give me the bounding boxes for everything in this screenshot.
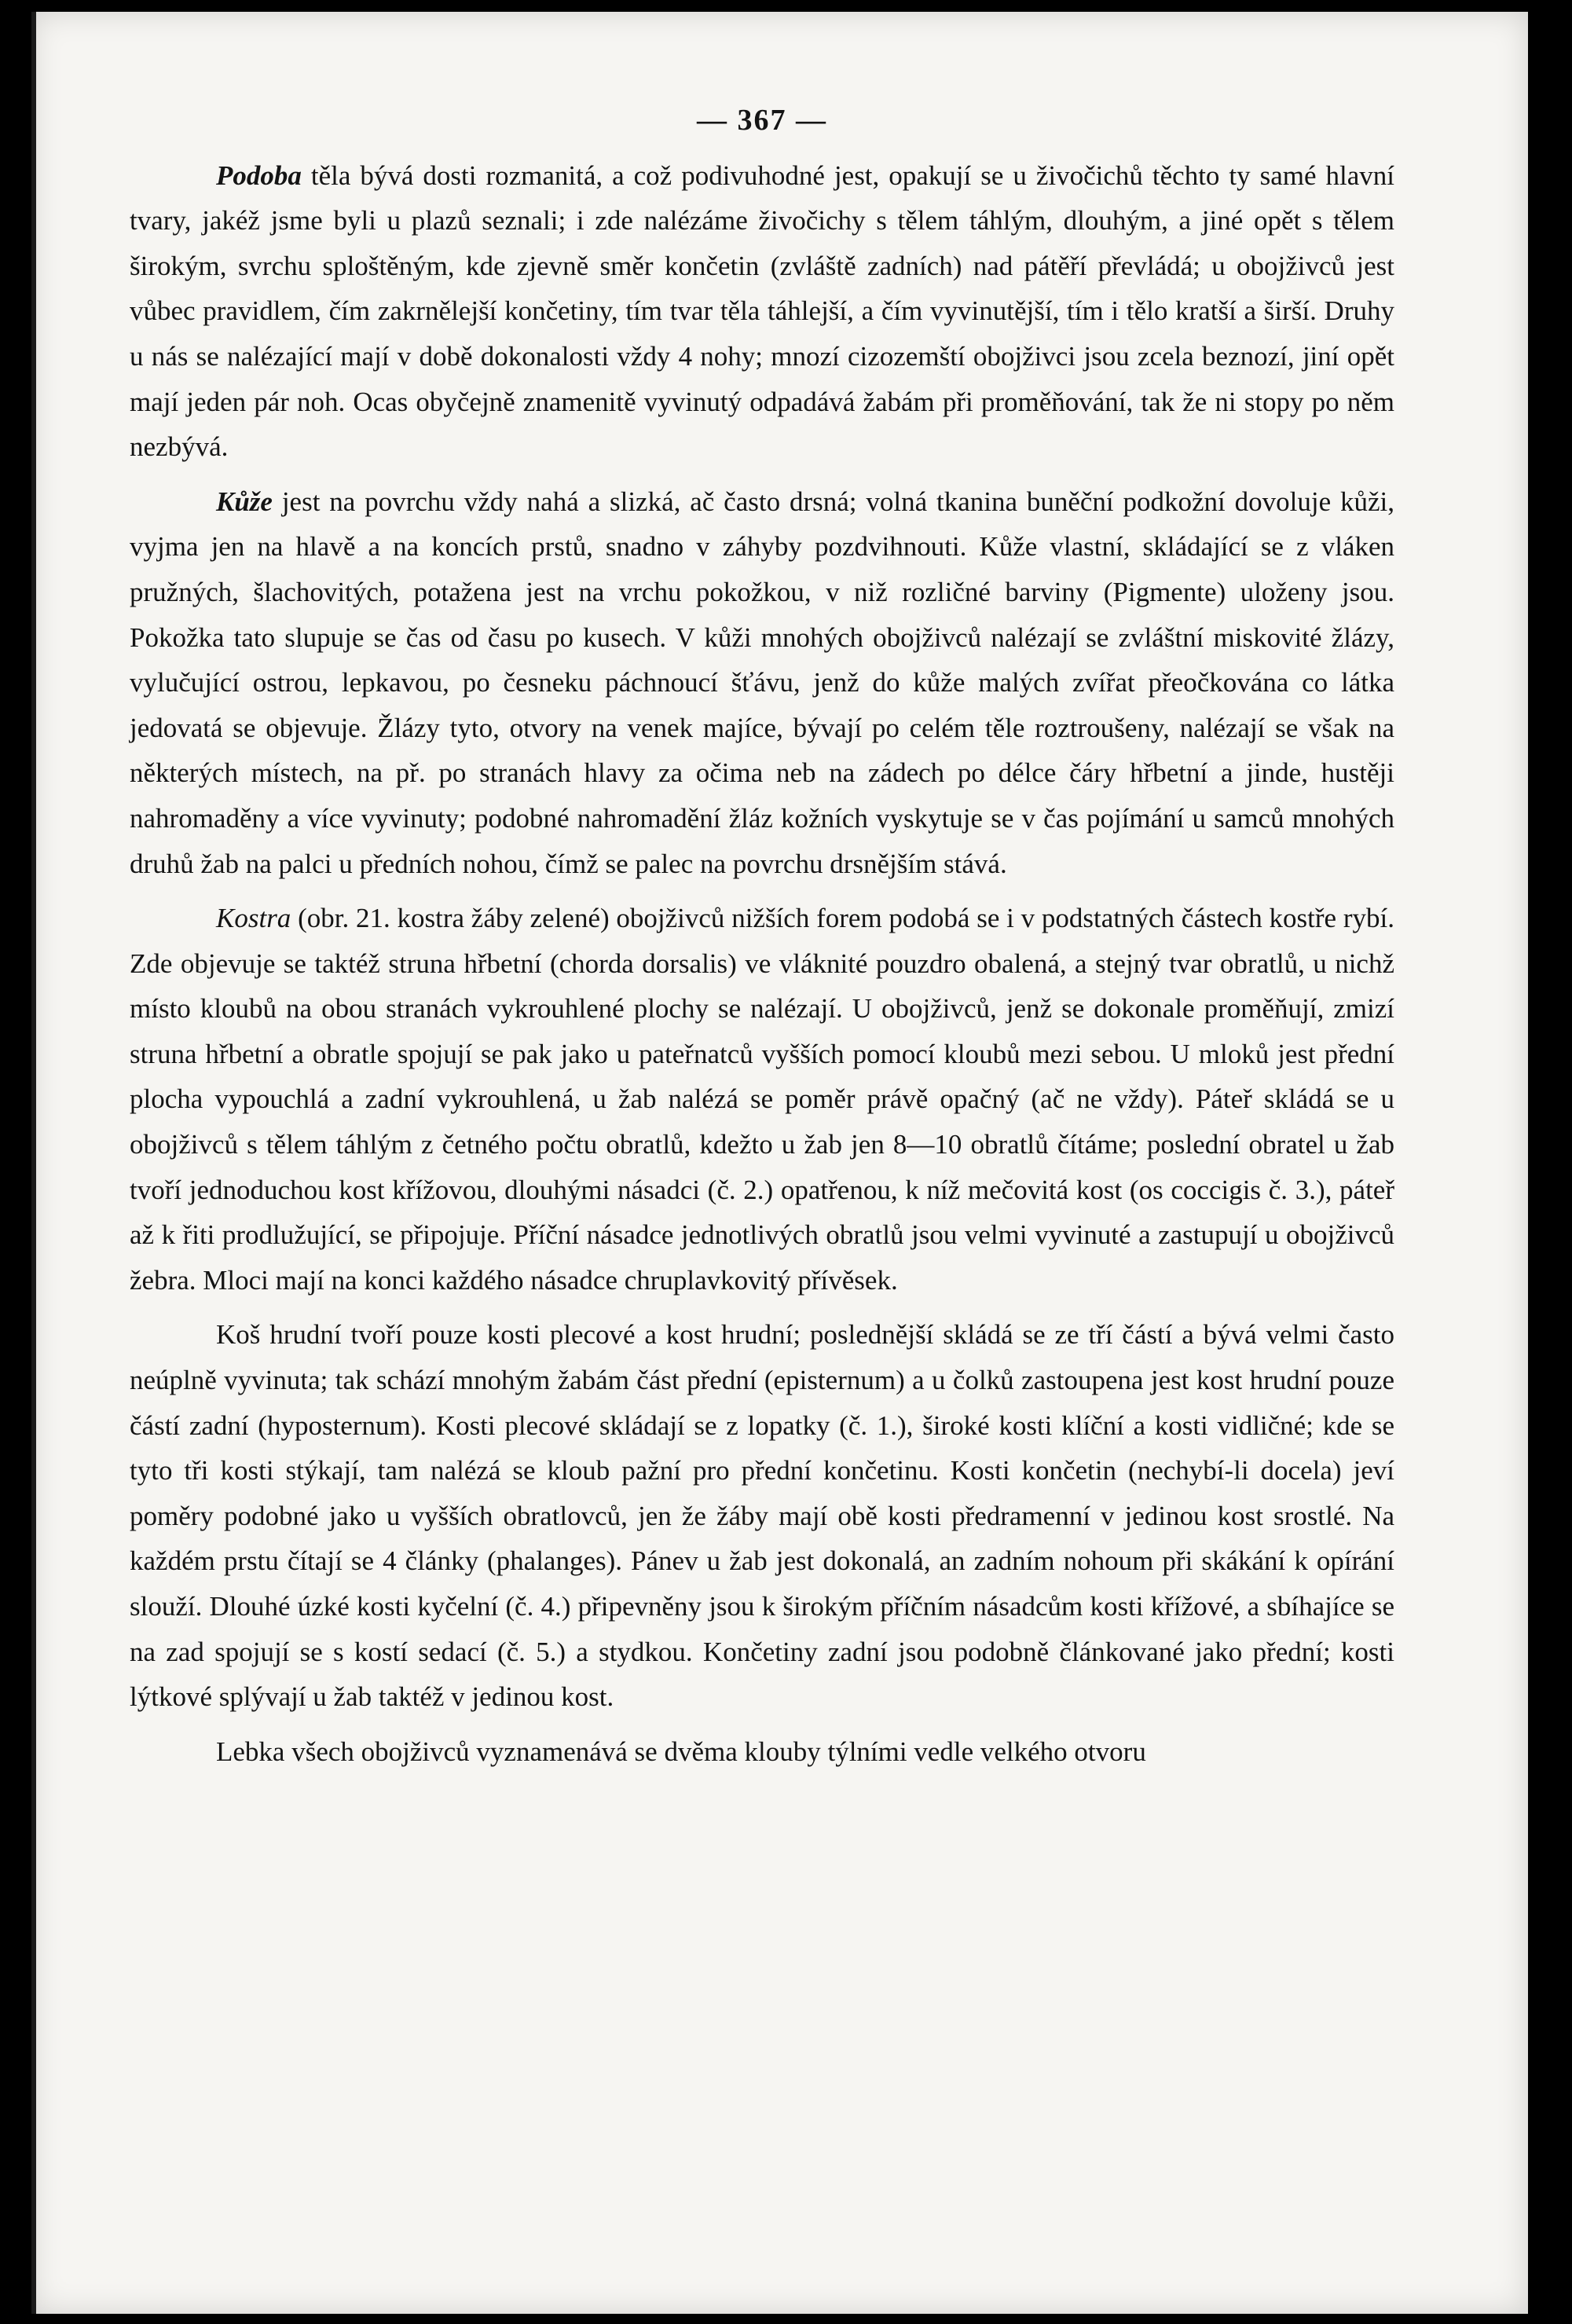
paragraph-text: jest na povrchu vždy nahá a slizká, ač často drsná; volná tkanina buněční podkožní dovoluje kůži, vyjma jen na hlavě a na koncích prstů, snadno v záhyby pozdvihnouti. Kůže vlastní, skládající se z vláken pružných, šlachovitých, potažena jest na vrchu pokožkou, v niž rozličné barviny (Pigmente) uloženy jsou. Pokožka tato slupuje se čas od času po kusech. V kůži mnohých obojživců nalézají se zvláštní miskovité žlázy, vylučující ostrou, lepkavou, po česneku páchnoucí šťávu, jenž do kůže malých zvířat přeočkována co látka jedovatá se objevuje. Žlázy tyto, otvory na venek majíce, bývají po celém těle roztroušeny, nalézají se však na některých místech, na př. po stranách hlavy za očima neb na zádech po délce čáry hřbetní a jinde, hustěji nahromaděny a více vyvinuty; podobné nahromadění žláz kožních vyskytuje se v čas pojímání u samců mnohých druhů žab na palci u předních nohou, čímž se palec na povrchu drsnějším stává. — [130, 486, 1394, 879]
paragraph-lebka — [130, 1729, 1394, 1775]
paragraph-text: Lebka všech obojživců vyznamenává se dvěma klouby týlními vedle velkého otvoru — [216, 1736, 1146, 1767]
paragraph-lead: Kůže — [216, 486, 273, 517]
paragraph-text: těla bývá dosti rozmanitá, a což podivuhodné jest, opakují se u živočichů těchto ty samé hlavní tvary, jakéž jsme byli u plazů seznali; i zde nalézáme živočichy s tělem táhlým, dlouhým, a jiné opět s tělem širokým, svrchu sploštěným, kde zjevně směr končetin (zvláště zadních) nad pátěří převládá; u obojživců jest vůbec pravidlem, čím zakrnělejší končetiny, tím tvar těla táhlejší, a čím vyvinutější, tím i tělo kratší a širší. Druhy u nás se nalézající mají v době dokonalosti vždy 4 nohy; mnozí cizozemští obojživci jsou zcela beznozí, jiní opět mají jeden pár noh. Ocas obyčejně znamenitě vyvinutý odpadává žabám při proměňování, tak že ni stopy po něm nezbývá. — [130, 159, 1394, 463]
paragraph-text: (obr. 21. kostra žáby zelené) obojživců nižších forem podobá se i v podstatných částech kostře rybí. Zde objevuje se taktéž struna hřbetní (chorda dorsalis) ve vláknité pouzdro obalená, a stejný tvar obratlů, u nichž místo kloubů na obou stranách vykrouhlené plochy se nalézají. U obojživců, jenž se dokonale proměňují, zmizí struna hřbetní a obratle spojují se pak jako u pateřnatců vyšších pomocí kloubů mezi sebou. U mloků jest přední plocha vypouchlá a zadní vykrouhlená, u žab nalézá se poměr právě opačný (ač ne vždy). Páteř skládá se u obojživců s tělem táhlým z četného počtu obratlů, kdežto u žab jen 8—10 obratlů čítáme; poslední obratel u žab tvoří jednoduchou kost křížovou, dlouhými násadci (č. 2.) opatřenou, k níž mečovitá kost (os coccigis č. 3.), páteř až k řiti prodlužující, se připojuje. Příční násadce jednotlivých obratlů jsou velmi vyvinuté a zastupují u obojživců žebra. Mloci mají na konci každého násadce chruplavkovitý přívěsek. — [130, 903, 1394, 1296]
paragraph-podoba — [130, 153, 1394, 470]
paragraph-kuze — [130, 479, 1394, 886]
page-number: — 367 — — [697, 104, 827, 137]
book-page — [31, 12, 1528, 2314]
text-block — [130, 98, 1394, 1774]
paragraph-text: Koš hrudní tvoří pouze kosti plecové a kost hrudní; poslednější skládá se ze tří částí a bývá velmi často neúplně vyvinuta; tak schází mnohým žabám část přední (episternum) a u čolků zastoupena jest kost hrudní pouze částí zadní (hyposternum). Kosti plecové skládají se z lopatky (č. 1.), široké kosti klíční a kosti vidličné; kde se tyto tři kosti stýkají, tam nalézá se kloub pažní pro přední končetinu. Kosti končetin (nechybí-li docela) jeví poměry podobné jako u vyšších obratlovců, jen že žáby mají obě kosti předramenní v jedinou kost srostlé. Na každém prstu čítají se 4 články (phalanges). Pánev u žab jest dokonalá, an zadním nohoum při skákání k opírání slouží. Dlouhé úzké kosti kyčelní (č. 4.) připevněny jsou k širokým příčním násadcům kosti křížové, a sbíhajíce se na zad spojují se s kostí sedací (č. 5.) a stydkou. Končetiny zadní jsou podobně článkované jako přední; kosti lýtkové splývají u žab taktéž v jedinou kost. — [130, 1319, 1394, 1713]
paragraph-kostra — [130, 896, 1394, 1303]
paragraph-kos-hrudni — [130, 1312, 1394, 1719]
paragraph-lead: Kostra — [216, 903, 291, 934]
page-edge — [31, 12, 36, 2314]
paragraph-lead: Podoba — [216, 159, 302, 191]
